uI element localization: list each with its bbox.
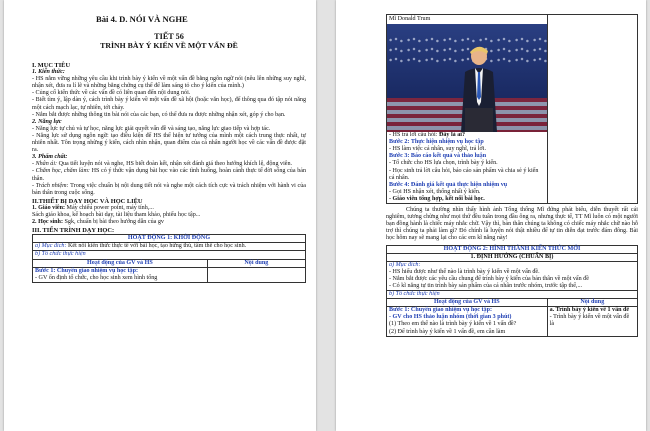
- activity2-org: b) Tổ chức thực hiện: [387, 291, 638, 299]
- activity1-continued-table: [386, 14, 638, 204]
- content-line: - Trình bày ý kiến về một vấn đề là: [549, 314, 630, 328]
- activity1-title: HOẠT ĐỘNG 1: KHỞI ĐỘNG: [33, 235, 306, 243]
- knowledge-line: - HS nắm vững những yêu cầu khi trình bày ý kiến về một vấn đề bằng ngôn ngữ nói (nêu lên những suy nghĩ, nhận xét, đưa ra lí lẽ và những bằng chứng cụ thể để làm sáng tỏ cho ý kiến của mình.): [32, 76, 306, 90]
- step1-question: (1) Theo em thế nào là trình bày ý kiến về 1 vấn đề?: [389, 321, 517, 328]
- activity2-steps: [387, 307, 548, 336]
- activity2-subtitle: 1. ĐỊNH HƯỚNG (CHUẨN BỊ): [387, 253, 638, 261]
- lesson-heading: Bài 4. D. NÓI VÀ NGHE: [96, 14, 188, 24]
- step3-label: Bước 3: Báo cáo kết quả và thảo luận: [389, 153, 487, 160]
- question-bold: Đây là ai?: [438, 132, 466, 139]
- competency-heading: 2. Năng lực: [32, 118, 62, 125]
- quality-line: - Trách nhiệm: Trong việc chuẩn bị nội dung tiết nói và nghe một cách tích cực và trách nhiệm với hành vi của bản thân trong cuộc sống.: [32, 182, 306, 196]
- step1-line: - GV ổn định tổ chức, cho học sinh xem hình tổng: [35, 274, 158, 281]
- activity2-goal-line: - HS hiểu được như thế nào là trình bày ý kiến về một vấn đề.: [389, 268, 540, 275]
- step3-line: - Học sinh trả lời câu hỏi, báo cáo sản phẩm và chia sẻ ý kiến cá nhân.: [389, 167, 539, 181]
- step3-line: - Tổ chức cho HS lựa chọn, trình bày ý kiến.: [389, 160, 498, 167]
- activity2-content: [547, 307, 637, 336]
- section-equipment: II.THIẾT BỊ DẠY HỌC VÀ HỌC LIỆU: [32, 197, 143, 205]
- step1-label: Bước 1: Chuyển giao nhiệm vụ học tập:: [35, 267, 139, 274]
- activity2-table: [386, 245, 638, 337]
- activity1-org: b) Tổ chức thực hiện: [33, 251, 306, 259]
- document-page-right: [336, 0, 646, 431]
- activity1-continued-content: [547, 15, 637, 204]
- col-teacher-student: Hoạt động của GV và HS: [33, 259, 208, 267]
- step1-question: (2) Để trình bày ý kiến về 1 vấn đề, em cần làm: [389, 328, 506, 335]
- step4-label: Bước 4: Đánh giá kết quả thực hiện nhiệm vụ: [389, 181, 508, 188]
- col-content: Nội dung: [547, 299, 637, 307]
- quality-line: - Chăm học, chăm làm: HS có ý thức vận dụng bài học vào các tình huống, hoàn cảnh thực tế đời sống của bản thân.: [32, 168, 307, 182]
- student-equipment: 2. Học sinh: Sgk, chuẩn bị bài theo hướng dẫn của gv: [32, 219, 164, 226]
- activity2-goal-line: - Nắm bắt được các yêu cầu chung để trình bày ý kiến của bản thân về một vấn đề: [389, 275, 589, 282]
- competency-line: - Năng lực sử dụng ngôn ngữ: tạo điều kiện để HS thể hiện tư tưởng của mình một cách trung thực nhất, tự nhiên nhất. Tôn trọng những ý kiến, cách nhìn nhận, quan điểm của cá nhân người học về các vấn đề được đặt ra.: [32, 132, 306, 154]
- teacher-equipment-line2: Sách giáo khoa, kế hoạch bài dạy, tài liệu tham khảo, phiếu học tập...: [32, 211, 201, 218]
- teacher-equipment: 1. Giáo viên: Máy chiếu power point, máy tính,...: [32, 204, 154, 211]
- content-heading: a. Trình bày ý kiến về 1 vấn đề: [549, 307, 630, 314]
- quality-heading: 3. Phẩm chất:: [32, 154, 68, 161]
- activity2-goal-line: - Có kĩ năng tự tin trình bày sản phẩm của cá nhân trước nhóm, trước tập thể,...: [389, 282, 583, 289]
- step4-line: - Gọi HS nhận xét, thống nhất ý kiến.: [389, 188, 481, 195]
- activity1-goal: a) Mục đích: Kết nối kiến thức thực tế với bài học, tạo hứng thú, tâm thế cho học sinh.: [33, 243, 306, 251]
- activity2-goal-label: a) Mục đích:: [389, 261, 421, 268]
- knowledge-line: - Nắm bắt được những thông tin bài nói của các bạn, có thể đưa ra được những nhận xét, góp ý cho bạn.: [32, 111, 286, 118]
- step1-sub: - GV cho HS thảo luận nhóm (thời gian 3 phút): [389, 314, 512, 321]
- document-page-left: [4, 0, 316, 431]
- knowledge-heading: 1. Kiến thức:: [32, 69, 65, 76]
- speaker-photo: [387, 24, 547, 132]
- step2-label: Bước 2: Thực hiện nhiệm vụ học tập: [389, 139, 484, 146]
- intro-paragraph: Chúng ta thường nhìn thấy hình ảnh Tổng thống Mĩ đứng phát biểu, diễn thuyết rất cái nghiêm, tương chừng như mọi thứ đều tuân trong đầu ông ra, nhưng thực tế, TT Mĩ luôn có một người bạn đồng hành là chiếc máy nhắc chữ. Vậy thì, bản thân chúng ta không có chiếc máy nhắc chữ nào hỗ trợ thì chúng ta phải làm gì? Đó chính là luyện nói thật nhiều để tự tin diễn đạt trước đám đông. Bài học hôm nay sẽ mang lại cho các em kĩ năng này!: [386, 207, 638, 242]
- speaker-figure: [457, 42, 501, 132]
- activity1-steps: [33, 267, 208, 282]
- quality-line: - Nhân ái: Qua tiết luyện nói và nghe, HS biết đoàn kết, nhận xét đánh giá theo hướng khích lệ, động viên.: [32, 161, 293, 168]
- step1-label: Bước 1: Chuyển giao nhiệm vụ học tập:: [389, 307, 493, 314]
- lesson-number: TIẾT 56: [154, 32, 184, 41]
- activity2-title: HOẠT ĐỘNG 2: HÌNH THÀNH KIẾN THỨC MỚI: [387, 245, 638, 253]
- activity1-content: [207, 267, 305, 282]
- knowledge-line: - Biết tìm ý, lập dàn ý, cách trình bày ý kiến về một vấn đề xã hội (hoặc văn học), để thông qua đó tập nói năng một cách mạch lạc, tự nhiên, tới chảy.: [32, 97, 306, 111]
- lesson-title: TRÌNH BÀY Ý KIẾN VỀ MỘT VẤN ĐỀ: [100, 41, 238, 50]
- step2-line: - HS làm việc cá nhân, suy nghĩ, trả lời.: [389, 146, 486, 153]
- knowledge-line: - Củng cố kiến thức về các vấn đề có liên quan đến nội dung nói.: [32, 90, 191, 97]
- question-line: - HS trả lời câu hỏi: Đây là ai?: [389, 132, 466, 139]
- step4-line: - Giáo viên tổng hợp, kết nối bài học.: [389, 195, 485, 202]
- section-objectives: I. MỤC TIÊU: [32, 62, 71, 69]
- col-teacher-student: Hoạt động của GV và HS: [387, 299, 548, 307]
- photo-caption: Mĩ Donald Trum: [389, 16, 431, 22]
- activity2-goals: [387, 261, 638, 290]
- activity1-continued-steps: [387, 15, 548, 204]
- col-content: Nội dung: [207, 259, 305, 267]
- competency-line: - Năng lực tự chủ và tự học, năng lực giải quyết vấn đề và sáng tạo, năng lực giao tiếp và hợp tác.: [32, 125, 271, 132]
- section-process: III. TIẾN TRÌNH DẠY HỌC:: [32, 227, 115, 235]
- activity1-table: [32, 234, 306, 283]
